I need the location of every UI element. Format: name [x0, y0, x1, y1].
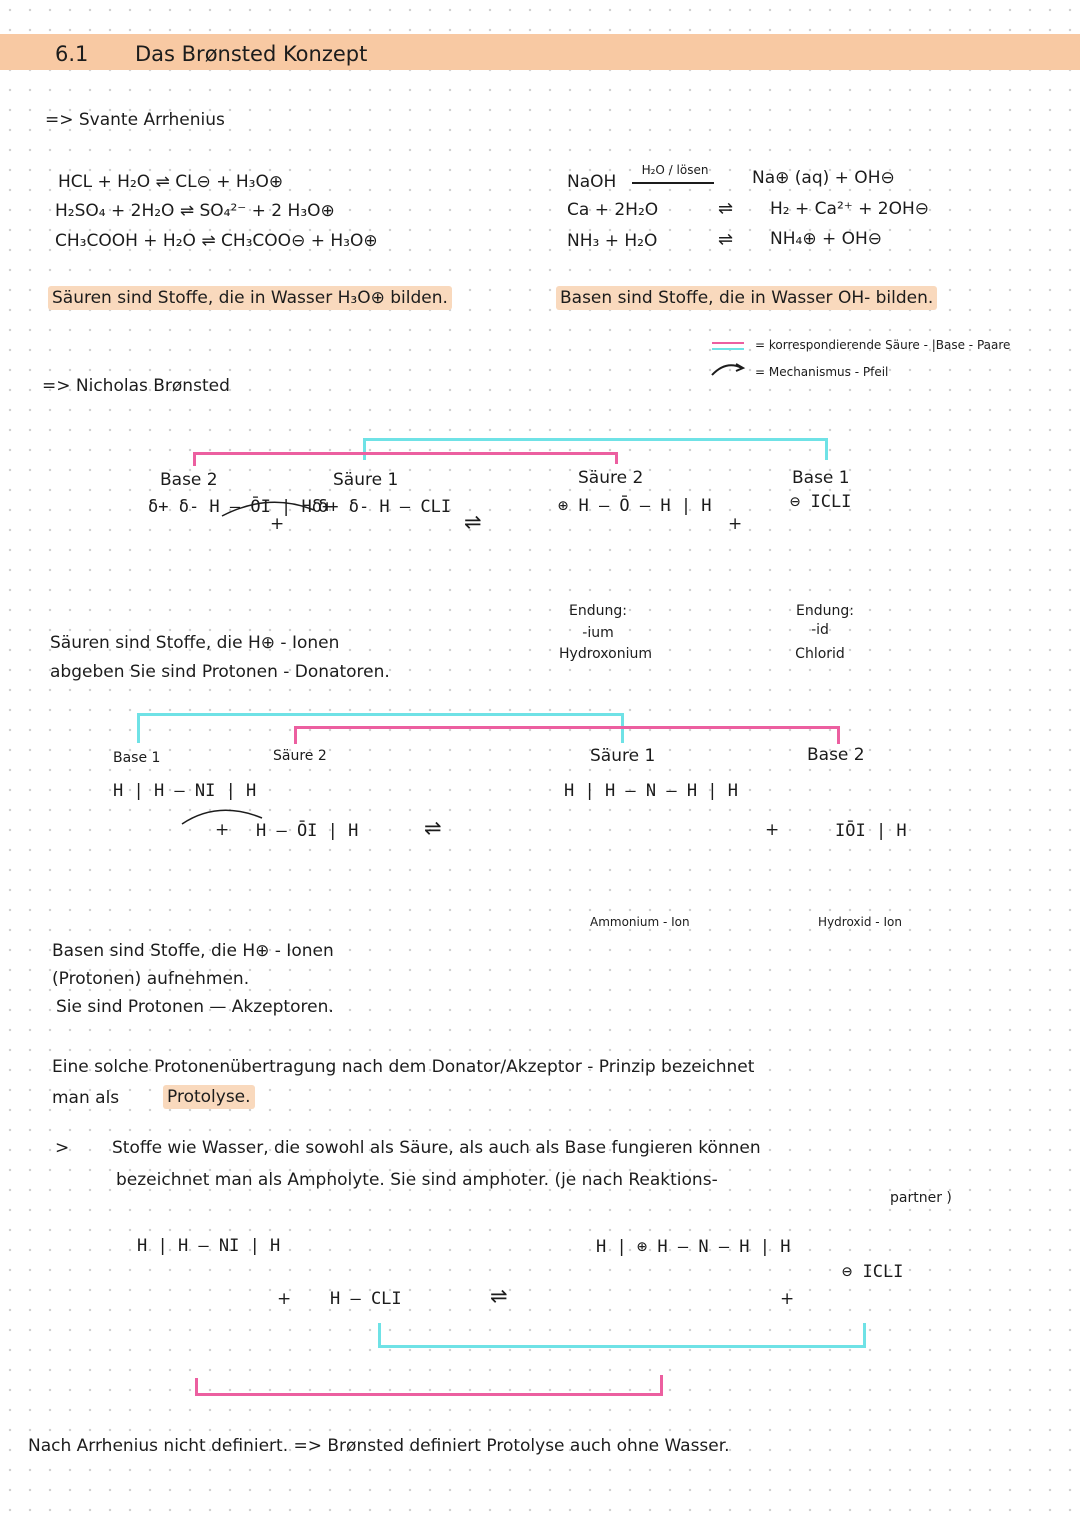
ending-left-name: Hydroxonium [559, 646, 652, 662]
pair-bracket-cyan-2 [137, 713, 624, 716]
base-text-1: Basen sind Stoffe, die H⊕ - Ionen [52, 941, 334, 961]
base-eq-arrow-1: H₂O / lösen [641, 163, 709, 177]
base-eq-right-1: Na⊕ (aq) + OH⊖ [752, 168, 895, 188]
ampholyt-text-1: Stoffe wie Wasser, die sowohl als Säure, als auch als Base fungieren können [112, 1138, 761, 1158]
arrhenius-label: => Svante Arrhenius [45, 110, 225, 130]
r1-equilibrium: ⇌ [464, 510, 482, 534]
hydroxide-ion-name: Hydroxid - Ion [818, 915, 902, 929]
acid-eq-1: HCL + H₂O ⇌ CL⊖ + H₃O⊕ [58, 172, 284, 192]
r1-label-acid2: Säure 2 [578, 468, 644, 488]
acid-eq-2: H₂SO₄ + 2H₂O ⇌ SO₄²⁻ + 2 H₃O⊕ [55, 201, 335, 221]
mechanism-arrow-icon [710, 360, 746, 378]
base-text-3: Sie sind Protonen — Akzeptoren. [56, 997, 334, 1017]
r1-hcl: δ+ δ- H — CLI [318, 497, 452, 517]
r3-equilibrium: ⇌ [490, 1284, 508, 1308]
r3-plus-2: + [780, 1289, 795, 1309]
r2-label-acid2: Säure 2 [273, 748, 327, 764]
ending-right-suffix: -id [811, 622, 829, 638]
protolyse-text-1: Eine solche Protonenübertragung nach dem Donator/Akzeptor - Prinzip bezeichnet [52, 1057, 755, 1077]
r2-label-base1: Base 1 [113, 750, 161, 766]
r2-plus: + [215, 820, 230, 840]
r1-plus: + [270, 514, 285, 534]
r3-chloride: ⊖ ICLI [842, 1262, 904, 1282]
base-definition: Basen sind Stoffe, die in Wasser OH- bilden. [556, 286, 937, 310]
pair-bracket-cyan-2-left [137, 713, 140, 743]
reaction-arrow-1 [632, 182, 714, 184]
ending-right-name: Chlorid [795, 646, 845, 662]
r3-plus: + [277, 1289, 292, 1309]
pair-bracket-cyan-1-left [363, 438, 366, 460]
legend-pair-line [712, 342, 744, 344]
ampholyt-marker-icon: > [55, 1138, 70, 1158]
pair-bracket-pink-3-left [195, 1378, 198, 1396]
r1-plus-2: + [728, 514, 743, 534]
acid-eq-3: CH₃COOH + H₂O ⇌ CH₃COO⊖ + H₃O⊕ [55, 231, 378, 251]
base-eq-right-3: NH₄⊕ + OH⊖ [770, 229, 883, 249]
pair-bracket-cyan-3-left [378, 1323, 381, 1348]
acid-definition: Säuren sind Stoffe, die in Wasser H₃O⊕ bilden. [48, 286, 452, 310]
base-eq-arrow-3: ⇌ [718, 229, 734, 250]
r1-water: δ+ δ- H — ŌI | Hδ+ [148, 497, 333, 517]
pair-bracket-cyan-3-right [863, 1323, 866, 1348]
r3-hcl: H — CLI [330, 1289, 402, 1309]
pair-bracket-cyan-3 [378, 1345, 866, 1348]
base-eq-left-2: Ca + 2H₂O [567, 200, 659, 220]
pair-bracket-pink-3 [195, 1393, 663, 1396]
conclusion: Nach Arrhenius nicht definiert. => Brønsted definiert Protolyse auch ohne Wasser. [28, 1436, 730, 1456]
ampholyt-text-2: bezeichnet man als Ampholyte. Sie sind amphoter. (je nach Reaktions- [116, 1170, 718, 1190]
ending-left-title: Endung: [569, 603, 627, 619]
protolyse-text-2: man als [52, 1088, 120, 1108]
section-title: Das Brønsted Konzept [135, 42, 368, 66]
pair-bracket-pink-2 [294, 726, 840, 729]
pair-bracket-pink-1-right [615, 452, 618, 464]
r1-hydroxonium: ⊕ H — Ō — H | H [558, 496, 712, 516]
r1-label-acid1: Säure 1 [333, 470, 399, 490]
protolyse-term: Protolyse. [163, 1085, 255, 1109]
pair-bracket-pink-1-left [193, 452, 196, 466]
base-eq-left-1: NaOH [567, 172, 617, 192]
r1-chloride: ⊖ ICLI [790, 492, 852, 512]
r1-label-base1: Base 1 [792, 468, 850, 488]
section-number: 6.1 [55, 42, 89, 66]
base-text-2: (Protonen) aufnehmen. [52, 969, 250, 989]
pair-bracket-pink-1 [193, 452, 618, 455]
r2-label-acid1: Säure 1 [590, 746, 656, 766]
bronsted-label: => Nicholas Brønsted [42, 376, 230, 396]
r1-label-base2: Base 2 [160, 470, 218, 490]
r1-mechanism-arrow-icon [218, 496, 318, 520]
r2-equilibrium: ⇌ [424, 816, 442, 840]
ampholyt-text-3: partner ) [890, 1190, 952, 1206]
pair-bracket-cyan-1-right [825, 438, 828, 460]
legend-arrow-label: = Mechanismus - Pfeil [755, 365, 889, 379]
r2-ammonium: H | H — N — H | H [564, 781, 738, 801]
r2-ammonia: H | H — NI | H [113, 781, 257, 801]
pair-bracket-pink-2-left [294, 726, 297, 744]
pair-bracket-cyan-1 [363, 438, 828, 441]
r3-ammonium: H | ⊕ H — N — H | H [596, 1237, 791, 1257]
legend-pair-label: = korrespondierende Säure - |Base - Paare [755, 338, 1011, 352]
base-eq-arrow-2: ⇌ [718, 198, 734, 219]
acid-text-1: Säuren sind Stoffe, die H⊕ - Ionen [50, 633, 340, 653]
ending-left-suffix: -ium [582, 625, 614, 641]
pair-bracket-pink-2-right [837, 726, 840, 744]
r2-label-base2: Base 2 [807, 745, 865, 765]
r3-ammonia: H | H — NI | H [137, 1236, 281, 1256]
r2-water: H — ŌI | H [256, 821, 359, 841]
base-eq-right-2: H₂ + Ca²⁺ + 2OH⊖ [770, 199, 930, 219]
acid-text-2: abgeben Sie sind Protonen - Donatoren. [50, 662, 390, 682]
r2-plus-2: + [765, 820, 780, 840]
r2-hydroxide: IŌI | H [835, 821, 907, 841]
ending-right-title: Endung: [796, 603, 854, 619]
ammonium-ion-name: Ammonium - Ion [590, 915, 690, 929]
legend-pair-line-2 [712, 348, 744, 350]
base-eq-left-3: NH₃ + H₂O [567, 231, 658, 251]
pair-bracket-pink-3-right [660, 1375, 663, 1396]
